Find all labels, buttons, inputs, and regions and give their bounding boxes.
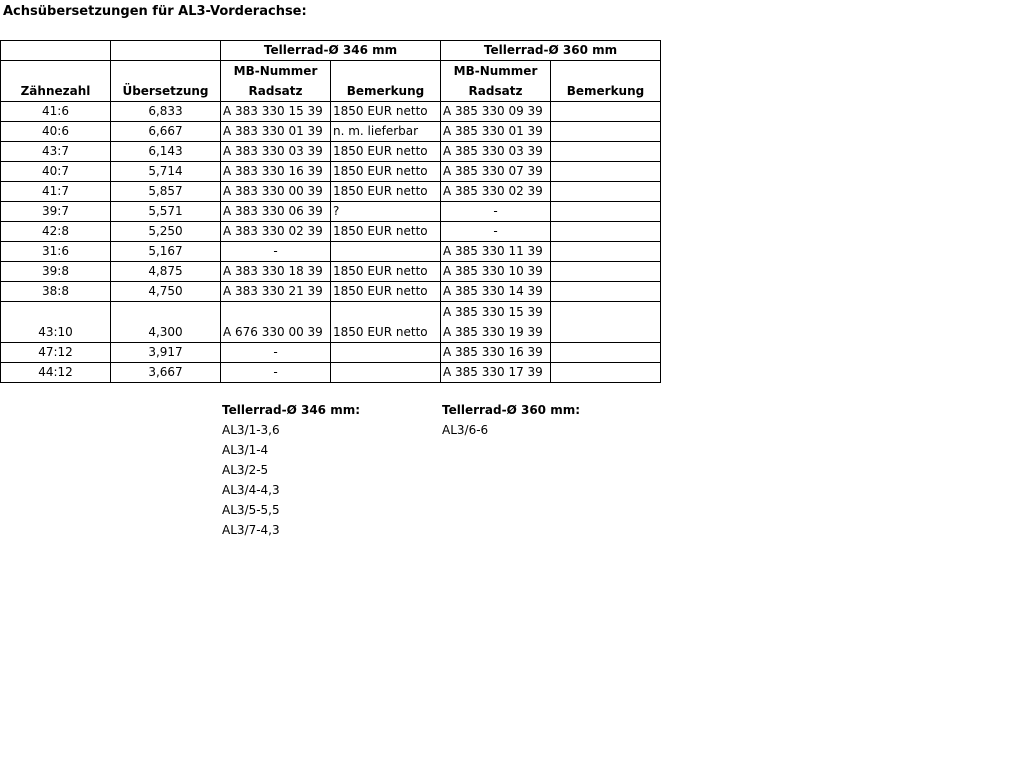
cell-remark-346[interactable]: 1850 EUR netto xyxy=(331,162,441,182)
cell-teeth[interactable]: 43:10 xyxy=(1,302,111,343)
cell-remark-346[interactable]: 1850 EUR netto xyxy=(331,282,441,302)
cell-remark-360[interactable] xyxy=(551,343,661,363)
notes-360 xyxy=(442,400,580,440)
axle-ratio-table xyxy=(0,40,661,383)
cell-teeth[interactable]: 40:6 xyxy=(1,122,111,142)
cell-mb-346[interactable]: - xyxy=(221,343,331,363)
cell-ratio[interactable]: 5,167 xyxy=(111,242,221,262)
cell-mb-346[interactable]: A 383 330 02 39 xyxy=(221,222,331,242)
table-row xyxy=(1,142,661,162)
cell-mb-346[interactable]: A 383 330 06 39 xyxy=(221,202,331,222)
cell-remark-360[interactable] xyxy=(551,282,661,302)
cell-remark-346[interactable] xyxy=(331,242,441,262)
cell-remark-346[interactable] xyxy=(331,343,441,363)
header-row-group xyxy=(1,41,661,61)
cell-remark-346[interactable]: 1850 EUR netto xyxy=(331,222,441,242)
table-row xyxy=(1,282,661,302)
notes-346-item[interactable]: AL3/2-5 xyxy=(222,463,269,477)
cell-mb-360-line: A 385 330 15 39 xyxy=(443,305,543,319)
header-mb-346[interactable] xyxy=(221,61,331,102)
cell-mb-360[interactable]: A 385 330 01 39 xyxy=(441,122,551,142)
header-ratio[interactable]: Übersetzung xyxy=(111,61,221,102)
cell-teeth[interactable]: 41:7 xyxy=(1,182,111,202)
cell-ratio[interactable]: 4,875 xyxy=(111,262,221,282)
cell-mb-360[interactable]: - xyxy=(441,202,551,222)
header-mb-360[interactable] xyxy=(441,61,551,102)
cell-teeth[interactable]: 41:6 xyxy=(1,102,111,122)
cell-ratio[interactable]: 5,250 xyxy=(111,222,221,242)
cell-mb-346[interactable]: A 383 330 01 39 xyxy=(221,122,331,142)
notes-360-title[interactable]: Tellerrad-Ø 360 mm: xyxy=(442,403,581,417)
cell-mb-346[interactable]: A 383 330 18 39 xyxy=(221,262,331,282)
header-group-346[interactable]: Tellerrad-Ø 346 mm xyxy=(221,41,441,61)
cell-ratio[interactable]: 3,667 xyxy=(111,363,221,383)
cell-ratio[interactable]: 6,667 xyxy=(111,122,221,142)
cell-mb-360[interactable]: A 385 330 10 39 xyxy=(441,262,551,282)
header-mb-line1: MB-Nummer xyxy=(453,64,538,78)
notes-346-item[interactable]: AL3/1-4 xyxy=(222,443,269,457)
cell-remark-360[interactable] xyxy=(551,302,661,343)
cell-ratio[interactable]: 5,857 xyxy=(111,182,221,202)
cell-teeth[interactable]: 42:8 xyxy=(1,222,111,242)
cell-remark-360[interactable] xyxy=(551,262,661,282)
cell-mb-346[interactable]: A 383 330 15 39 xyxy=(221,102,331,122)
notes-360-item[interactable]: AL3/6-6 xyxy=(442,423,489,437)
table-row xyxy=(1,122,661,142)
header-remark-360[interactable]: Bemerkung xyxy=(551,61,661,102)
cell-remark-360[interactable] xyxy=(551,122,661,142)
cell-remark-360[interactable] xyxy=(551,222,661,242)
cell-mb-360[interactable]: A 385 330 02 39 xyxy=(441,182,551,202)
cell-mb-360[interactable]: A 385 330 07 39 xyxy=(441,162,551,182)
cell-remark-360[interactable] xyxy=(551,363,661,383)
cell-remark-346[interactable]: 1850 EUR netto xyxy=(331,102,441,122)
cell-teeth[interactable]: 39:7 xyxy=(1,202,111,222)
cell-remark-346[interactable]: ? xyxy=(331,202,441,222)
cell-mb-360-line: A 385 330 19 39 xyxy=(443,325,543,339)
table-row xyxy=(1,222,661,242)
table-row xyxy=(1,202,661,222)
cell-teeth[interactable]: 44:12 xyxy=(1,363,111,383)
cell-ratio[interactable]: 4,750 xyxy=(111,282,221,302)
cell-remark-346[interactable]: 1850 EUR netto xyxy=(331,142,441,162)
notes-346-item[interactable]: AL3/4-4,3 xyxy=(222,483,280,497)
cell-ratio[interactable]: 6,143 xyxy=(111,142,221,162)
cell-remark-346[interactable]: n. m. lieferbar xyxy=(331,122,441,142)
cell-mb-360[interactable]: A 385 330 09 39 xyxy=(441,102,551,122)
cell-teeth[interactable]: 31:6 xyxy=(1,242,111,262)
cell-teeth[interactable]: 39:8 xyxy=(1,262,111,282)
notes-346 xyxy=(222,400,360,540)
sheet-title: Achsübersetzungen für AL3-Vorderachse: xyxy=(3,4,307,19)
cell-ratio[interactable]: 6,833 xyxy=(111,102,221,122)
cell-mb-346[interactable]: A 383 330 00 39 xyxy=(221,182,331,202)
cell-teeth[interactable]: 40:7 xyxy=(1,162,111,182)
table-row xyxy=(1,262,661,282)
notes-346-title[interactable]: Tellerrad-Ø 346 mm: xyxy=(222,403,361,417)
header-remark-346[interactable]: Bemerkung xyxy=(331,61,441,102)
cell-mb-360[interactable] xyxy=(441,302,551,343)
cell-remark-346[interactable] xyxy=(331,363,441,383)
cell-mb-346[interactable]: A 383 330 16 39 xyxy=(221,162,331,182)
header-group-360[interactable]: Tellerrad-Ø 360 mm xyxy=(441,41,661,61)
cell-remark-346[interactable]: 1850 EUR netto xyxy=(331,262,441,282)
table-row xyxy=(1,242,661,262)
table-row xyxy=(1,302,661,343)
notes-346-item[interactable]: AL3/7-4,3 xyxy=(222,523,280,537)
cell-mb-346[interactable]: A 676 330 00 39 xyxy=(221,302,331,343)
table-row xyxy=(1,162,661,182)
cell-teeth[interactable]: 47:12 xyxy=(1,343,111,363)
header-cell-empty[interactable] xyxy=(111,41,221,61)
cell-remark-360[interactable] xyxy=(551,142,661,162)
header-row-columns xyxy=(1,61,661,102)
header-teeth[interactable]: Zähnezahl xyxy=(1,61,111,102)
notes-346-item[interactable]: AL3/5-5,5 xyxy=(222,503,280,517)
cell-mb-360[interactable]: A 385 330 14 39 xyxy=(441,282,551,302)
cell-mb-346[interactable]: - xyxy=(221,242,331,262)
cell-ratio[interactable]: 5,571 xyxy=(111,202,221,222)
table-row xyxy=(1,363,661,383)
cell-mb-360[interactable]: A 385 330 17 39 xyxy=(441,363,551,383)
cell-mb-346[interactable]: - xyxy=(221,363,331,383)
table-row xyxy=(1,102,661,122)
cell-ratio[interactable]: 3,917 xyxy=(111,343,221,363)
table-row xyxy=(1,343,661,363)
notes-346-item[interactable]: AL3/1-3,6 xyxy=(222,423,280,437)
table-row xyxy=(1,182,661,202)
cell-ratio[interactable]: 4,300 xyxy=(111,302,221,343)
cell-mb-360[interactable]: A 385 330 11 39 xyxy=(441,242,551,262)
header-mb-line2: Radsatz xyxy=(248,84,303,98)
cell-mb-360[interactable]: A 385 330 03 39 xyxy=(441,142,551,162)
header-cell-empty[interactable] xyxy=(1,41,111,61)
cell-remark-360[interactable] xyxy=(551,102,661,122)
cell-mb-360[interactable]: - xyxy=(441,222,551,242)
cell-teeth[interactable]: 38:8 xyxy=(1,282,111,302)
cell-remark-360[interactable] xyxy=(551,182,661,202)
cell-remark-360[interactable] xyxy=(551,162,661,182)
header-mb-line2: Radsatz xyxy=(468,84,523,98)
cell-teeth[interactable]: 43:7 xyxy=(1,142,111,162)
cell-mb-346[interactable]: A 383 330 03 39 xyxy=(221,142,331,162)
cell-ratio[interactable]: 5,714 xyxy=(111,162,221,182)
cell-mb-346[interactable]: A 383 330 21 39 xyxy=(221,282,331,302)
cell-remark-346[interactable]: 1850 EUR netto xyxy=(331,182,441,202)
cell-remark-346[interactable]: 1850 EUR netto xyxy=(331,302,441,343)
cell-mb-360[interactable]: A 385 330 16 39 xyxy=(441,343,551,363)
cell-remark-360[interactable] xyxy=(551,202,661,222)
header-mb-line1: MB-Nummer xyxy=(233,64,318,78)
cell-remark-360[interactable] xyxy=(551,242,661,262)
